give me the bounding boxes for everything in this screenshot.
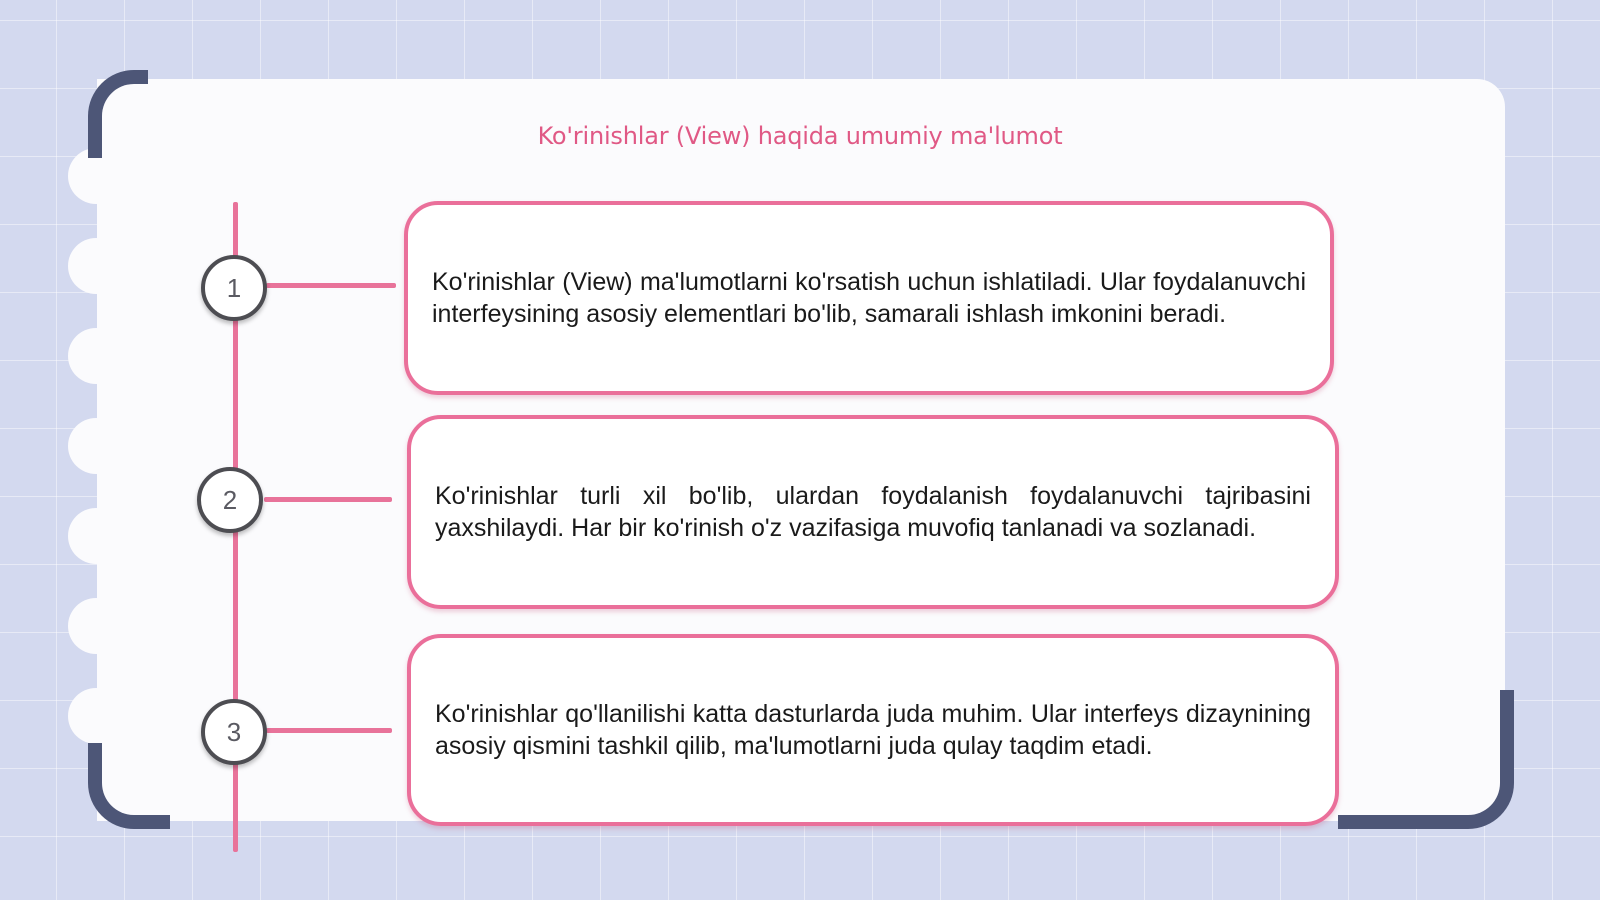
step-number-circle xyxy=(201,255,267,321)
step-card xyxy=(407,415,1339,609)
timeline-connector xyxy=(266,283,396,288)
corner-bracket-bottom-right xyxy=(1338,690,1514,829)
step-number: 1 xyxy=(226,272,242,303)
slide-title: Ko'rinishlar (View) haqida umumiy ma'lumot xyxy=(537,122,1063,150)
step-text: Ko'rinishlar turli xil bo'lib, ulardan foydalanish foydalanuvchi tajribasini yaxshilaydi. Har bir ko'rinish o'z vazifasiga muvofiq tanlanadi va sozlanadi. xyxy=(435,482,1311,542)
step-card xyxy=(407,634,1339,826)
paper-hole xyxy=(68,418,124,474)
paper-hole xyxy=(68,508,124,564)
step-number: 2 xyxy=(222,484,238,515)
step-number-circle xyxy=(201,699,267,765)
paper-hole xyxy=(68,598,124,654)
timeline-connector xyxy=(266,728,392,733)
paper-hole xyxy=(68,238,124,294)
step-number: 3 xyxy=(226,716,242,747)
step-number-circle xyxy=(197,467,263,533)
step-text: Ko'rinishlar qo'llanilishi katta dasturlarda juda muhim. Ular interfeys dizaynining asosiy qismini tashkil qilib, ma'lumotlarni juda qulay taqdim etadi. xyxy=(435,700,1311,760)
step-text: Ko'rinishlar (View) ma'lumotlarni ko'rsatish uchun ishlatiladi. Ular foydalanuvchi interfeysining asosiy elementlari bo'lib, samarali ishlash imkonini beradi. xyxy=(432,268,1306,328)
timeline-connector xyxy=(264,497,392,502)
paper-hole xyxy=(68,328,124,384)
paper-hole xyxy=(68,688,124,744)
step-card xyxy=(404,201,1334,395)
